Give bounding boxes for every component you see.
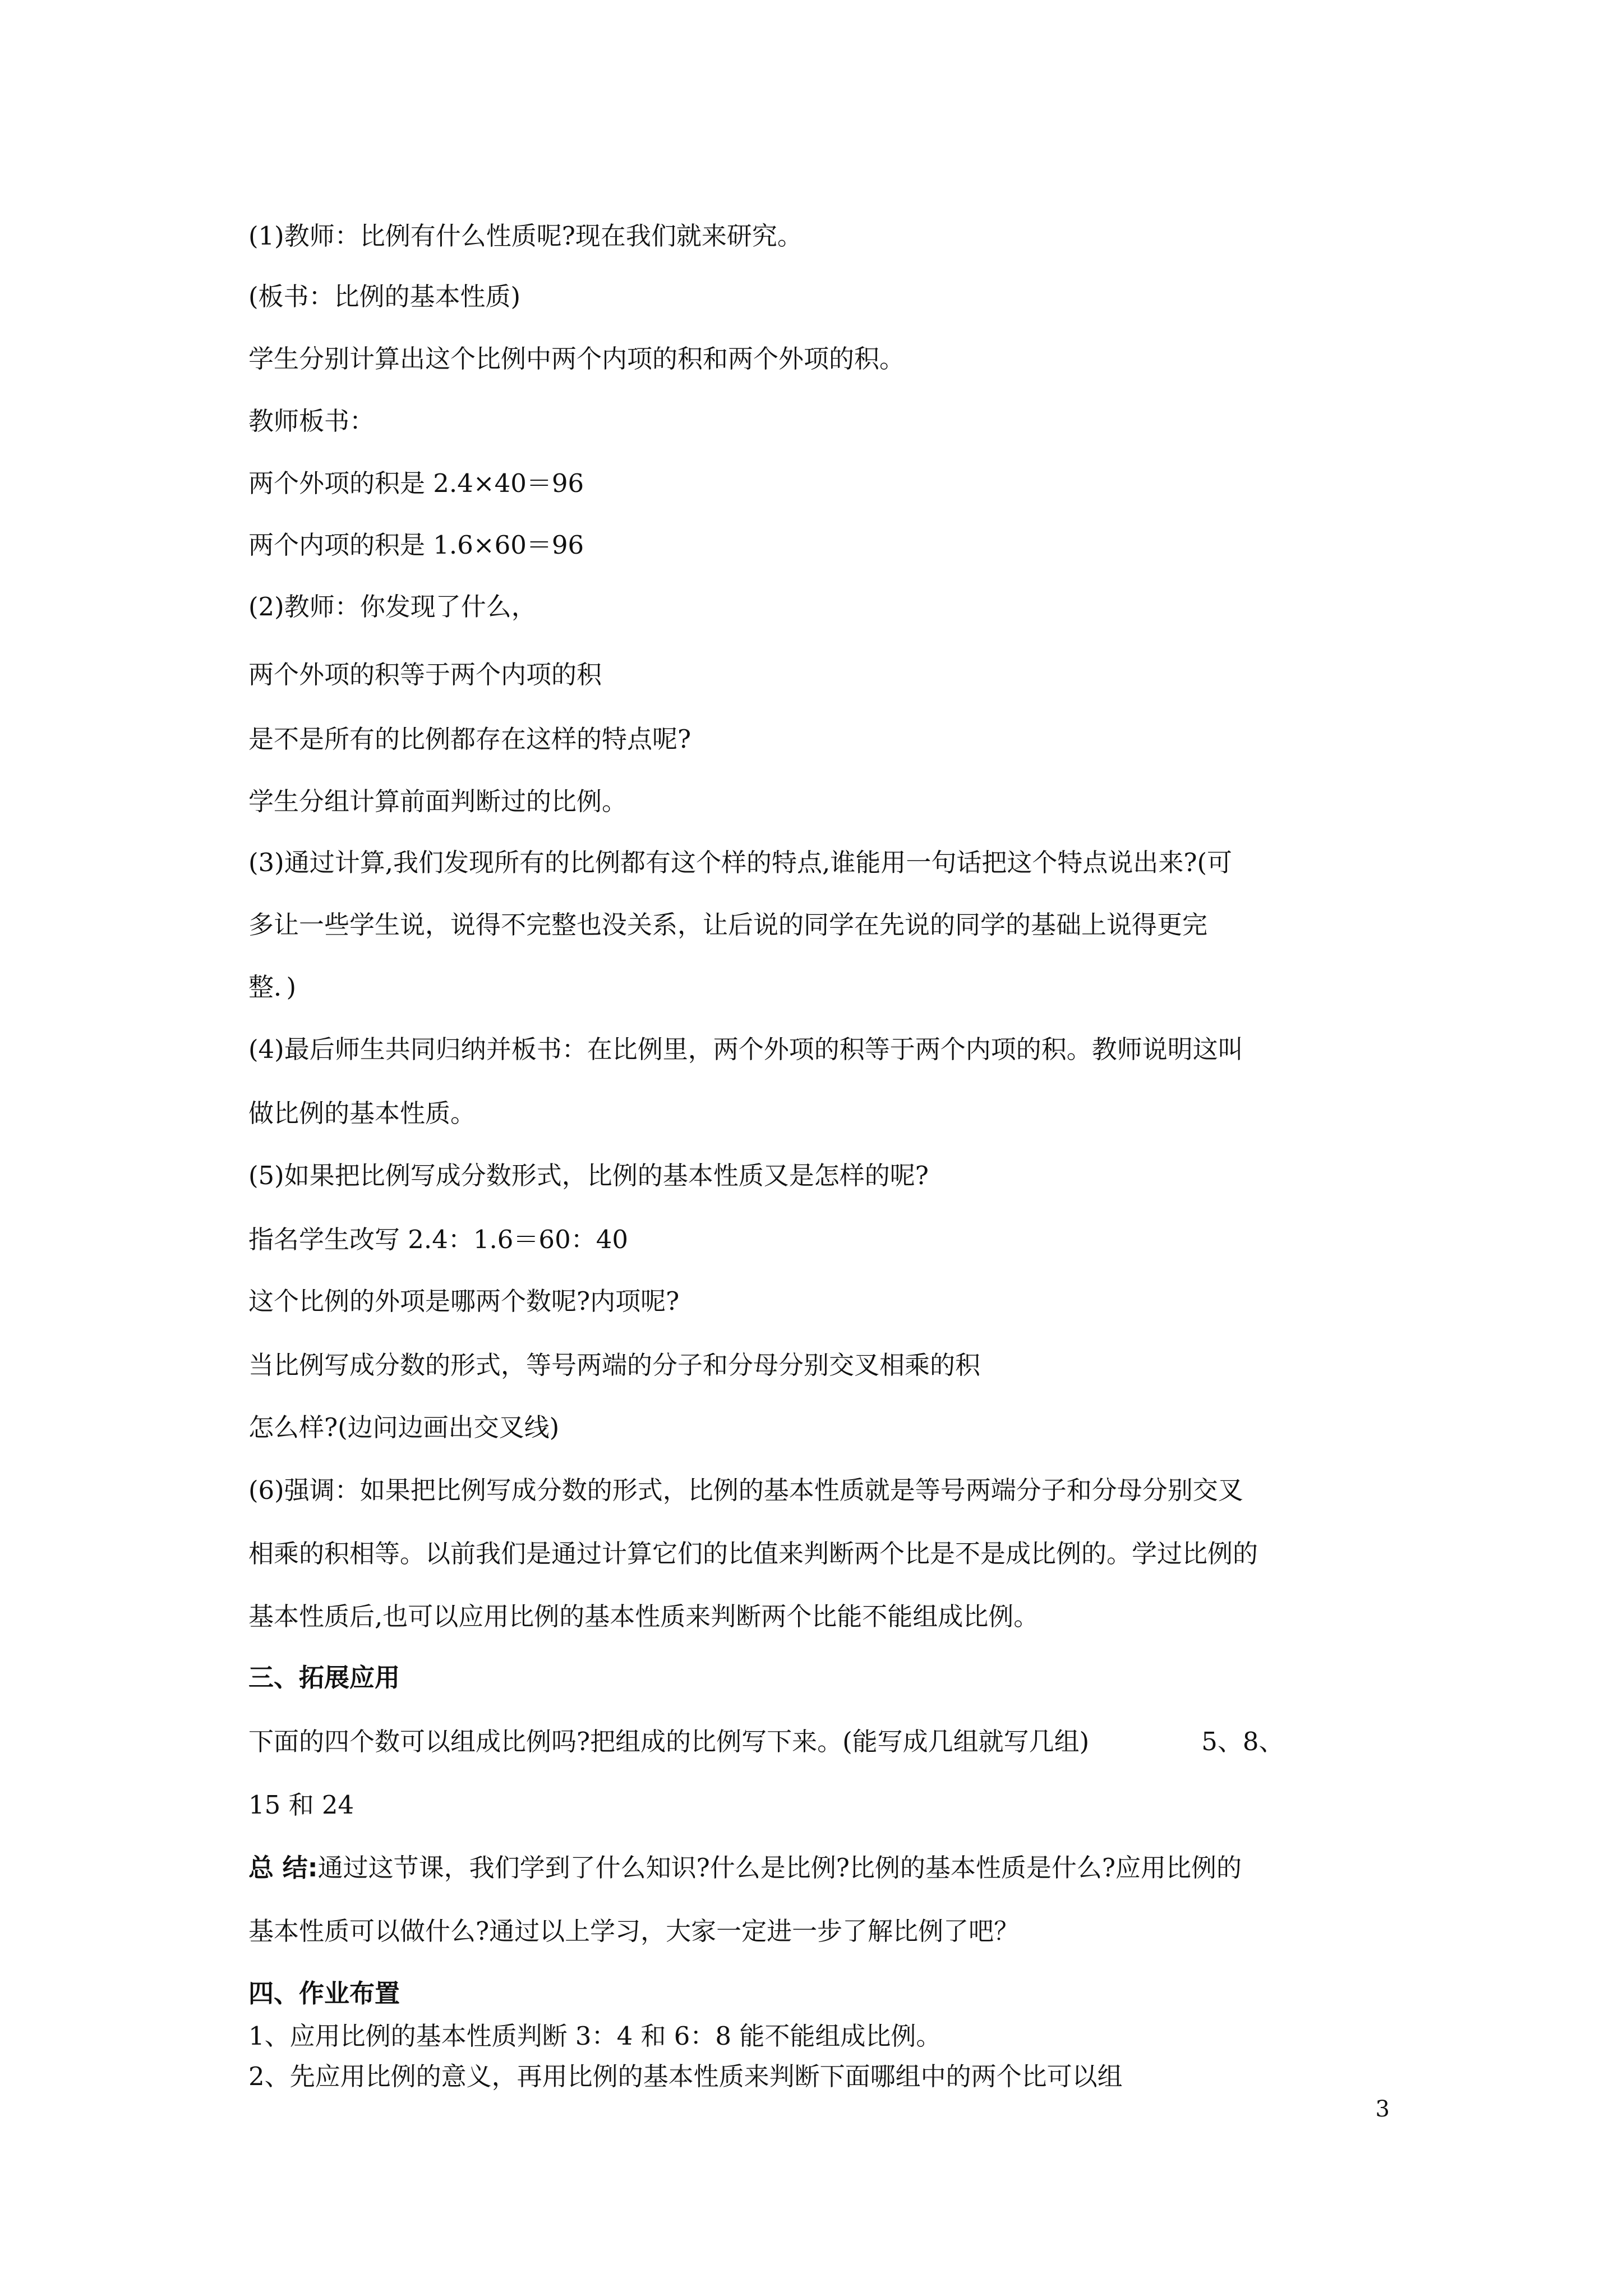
paragraph-line: 学生分组计算前面判断过的比例。 bbox=[248, 786, 628, 816]
exercise-numbers: 5、8、 bbox=[1201, 1727, 1284, 1756]
summary-text: 通过这节课，我们学到了什么知识?什么是比例?比例的基本性质是什么?应用比例的 bbox=[317, 1853, 1242, 1883]
summary-label: 总 结: bbox=[248, 1853, 318, 1883]
paragraph-line: (板书：比例的基本性质) bbox=[248, 282, 521, 311]
paragraph-line: 15 和 24 bbox=[248, 1790, 354, 1820]
paragraph-line: 两个内项的积是 1.6×60＝96 bbox=[248, 530, 584, 560]
paragraph-line: (3)通过计算,我们发现所有的比例都有这个样的特点,谁能用一句话把这个特点说出来?(可 bbox=[248, 848, 1233, 877]
paragraph-line: 相乘的积相等。以前我们是通过计算它们的比值来判断两个比是不是成比例的。学过比例的 bbox=[248, 1539, 1258, 1568]
paragraph-line bbox=[248, 1725, 1381, 1759]
paragraph-line: (5)如果把比例写成分数形式，比例的基本性质又是怎样的呢? bbox=[248, 1161, 929, 1190]
paragraph-line: 基本性质后,也可以应用比例的基本性质来判断两个比能不能组成比例。 bbox=[248, 1602, 1039, 1631]
paragraph-line: 2、先应用比例的意义，再用比例的基本性质来判断下面哪组中的两个比可以组 bbox=[248, 2062, 1123, 2091]
paragraph-line: 1、应用比例的基本性质判断 3：4 和 6：8 能不能组成比例。 bbox=[248, 2021, 942, 2051]
paragraph-line: 多让一些学生说，说得不完整也没关系，让后说的同学在先说的同学的基础上说得更完 bbox=[248, 910, 1208, 940]
paragraph-line: 指名学生改写 2.4：1.6＝60：40 bbox=[248, 1225, 628, 1254]
paragraph-line: 两个外项的积等于两个内项的积 bbox=[248, 660, 602, 689]
paragraph-line: (4)最后师生共同归纳并板书：在比例里，两个外项的积等于两个内项的积。教师说明这叫 bbox=[248, 1034, 1243, 1064]
paragraph-line: 当比例写成分数的形式，等号两端的分子和分母分别交叉相乘的积 bbox=[248, 1350, 981, 1380]
summary-line bbox=[248, 1851, 1381, 1885]
paragraph-line: (1)教师：比例有什么性质呢?现在我们就来研究。 bbox=[248, 221, 803, 251]
paragraph-line: 教师板书： bbox=[248, 406, 375, 436]
paragraph-line: 整．) bbox=[248, 972, 297, 1002]
paragraph-line: 两个外项的积是 2.4×40＝96 bbox=[248, 468, 584, 498]
page-number: 3 bbox=[1375, 2096, 1390, 2122]
paragraph-line: 怎么样?(边问边画出交叉线) bbox=[248, 1412, 560, 1442]
paragraph-line: 做比例的基本性质。 bbox=[248, 1098, 476, 1128]
paragraph-line: 这个比例的外项是哪两个数呢?内项呢? bbox=[248, 1286, 680, 1316]
exercise-text: 下面的四个数可以组成比例吗?把组成的比例写下来。(能写成几组就写几组) bbox=[248, 1727, 1090, 1756]
section-heading: 三、拓展应用 bbox=[248, 1663, 400, 1692]
paragraph-line: (6)强调：如果把比例写成分数的形式，比例的基本性质就是等号两端分子和分母分别交叉 bbox=[248, 1475, 1243, 1505]
paragraph-line: 基本性质可以做什么?通过以上学习，大家一定进一步了解比例了吧？ bbox=[248, 1916, 1020, 1946]
paragraph-line: 是不是所有的比例都存在这样的特点呢? bbox=[248, 724, 691, 754]
paragraph-line: 学生分别计算出这个比例中两个内项的积和两个外项的积。 bbox=[248, 344, 905, 374]
section-heading: 四、作业布置 bbox=[248, 1978, 400, 2008]
paragraph-line: (2)教师：你发现了什么， bbox=[248, 592, 537, 622]
